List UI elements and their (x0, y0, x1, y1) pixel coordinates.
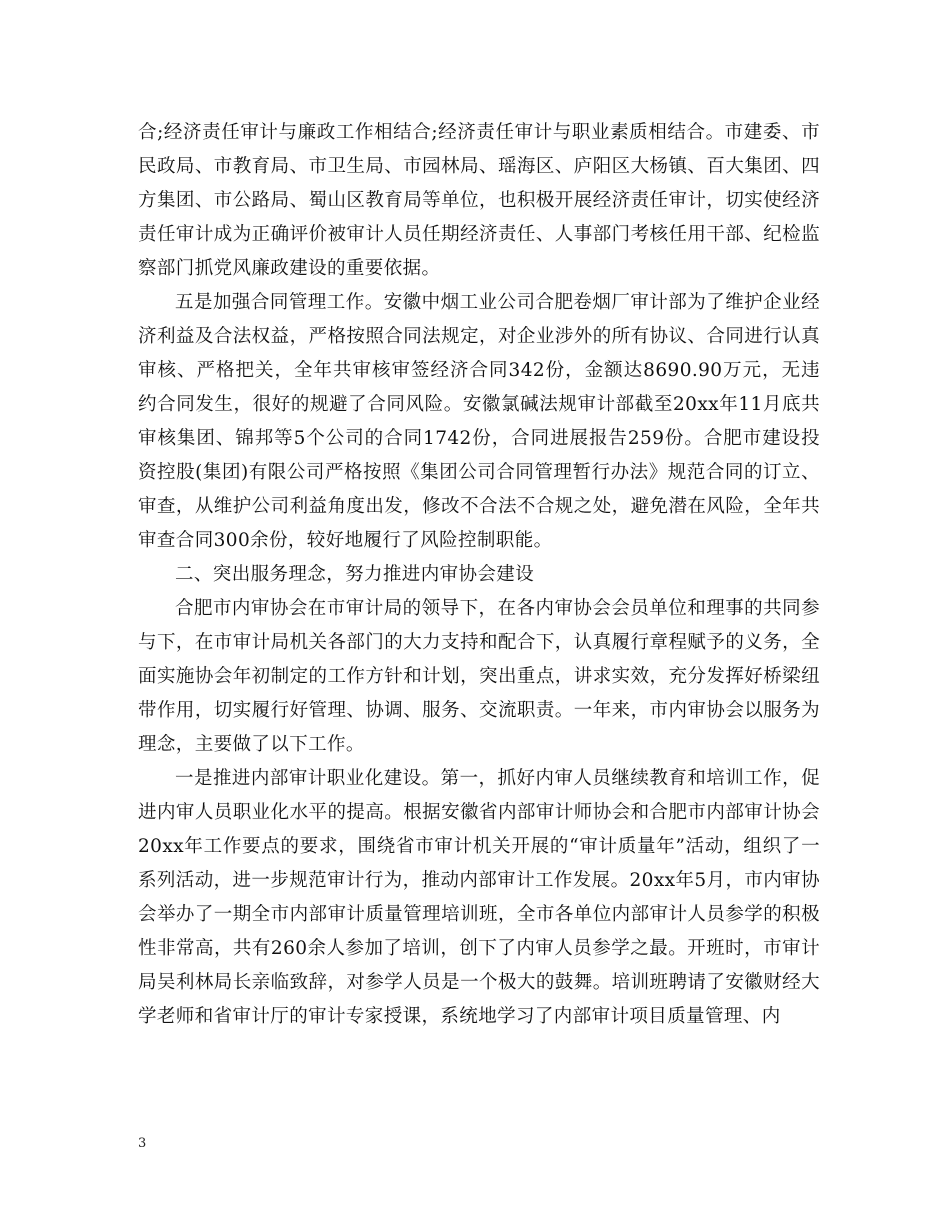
paragraph-professionalization: 一是推进内部审计职业化建设。第一，抓好内审人员继续教育和培训工作，促进内审人员职业化水平的提高。根据安徽省内部审计师协会和合肥市内部审计协会20xx年工作要点的要求，围绕省市审计机关开展的“审计质量年”活动，组织了一系列活动，进一步规范审计行为，推动内部审计工作发展。20xx年5月，市内审协会举办了一期全市内部审计质量管理培训班，全市各单位内部审计人员参学的积极性非常高，共有260余人参加了培训，创下了内审人员参学之最。开班时，市审计局吴利林局长亲临致辞，对参学人员是一个极大的鼓舞。培训班聘请了安徽财经大学老师和省审计厅的审计专家授课，系统地学习了内部审计项目质量管理、内 (138, 768, 820, 1027)
paragraph-continuation: 合;经济责任审计与廉政工作相结合;经济责任审计与职业素质相结合。市建委、市民政局、市教育局、市卫生局、市园林局、瑶海区、庐阳区大杨镇、百大集团、四方集团、市公路局、蜀山区教育局等单位，也积极开展经济责任审计，切实使经济责任审计成为正确评价被审计人员任期经济责任、人事部门考核任用干部、纪检监察部门抓党风廉政建设的重要依据。 (138, 122, 820, 279)
page-number: 3 (138, 1136, 147, 1151)
section-heading: 二、突出服务理念，努力推进内审协会建设 (175, 564, 535, 585)
paragraph-contract-management: 五是加强合同管理工作。安徽中烟工业公司合肥卷烟厂审计部为了维护企业经济利益及合法权益，严格按照合同法规定，对企业涉外的所有协议、合同进行认真审核、严格把关，全年共审核审签经济合同342份，金额达8690.90万元，无违约合同发生，很好的规避了合同风险。安徽氯碱法规审计部截至20xx年11月底共审核集团、锦邦等5个公司的合同1742份，合同进展报告259份。合肥市建设投资控股(集团)有限公司严格按照《集团公司合同管理暂行办法》规范合同的订立、审查，从维护公司利益角度出发，修改不合法不合规之处，避免潜在风险，全年共审查合同300余份，较好地履行了风险控制职能。 (138, 292, 820, 551)
document-body (138, 116, 820, 1034)
paragraph-association-intro: 合肥市内审协会在市审计局的领导下，在各内审协会会员单位和理事的共同参与下，在市审计局机关各部门的大力支持和配合下，认真履行章程赋予的义务，全面实施协会年初制定的工作方针和计划，突出重点，讲求实效，充分发挥好桥梁纽带作用，切实履行好管理、协调、服务、交流职责。一年来，市内审协会以服务为理念，主要做了以下工作。 (138, 598, 820, 755)
